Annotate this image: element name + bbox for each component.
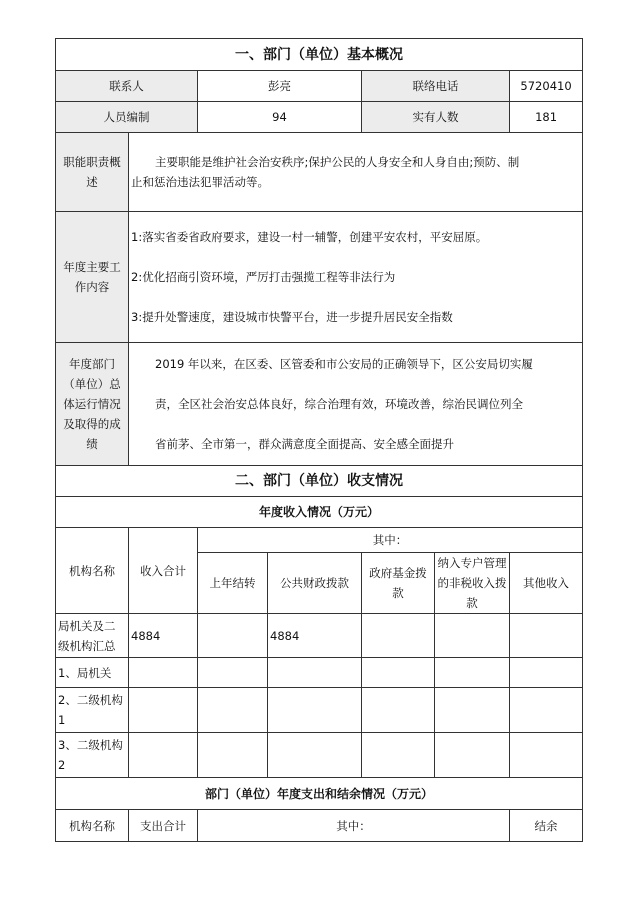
expense-title: 部门（单位）年度支出和结余情况（万元）: [56, 778, 583, 810]
row-total: [129, 658, 198, 688]
row-special: [435, 733, 510, 778]
row-special: [435, 614, 510, 658]
row-total: [129, 733, 198, 778]
col-org: 机构名称: [56, 528, 129, 614]
exp-col-among: 其中：: [198, 810, 510, 842]
col-public-finance: 公共财政拨款: [268, 553, 362, 614]
performance-line: 2019 年以来，在区委、区管委和市公安局的正确领导下，区公安局切实履: [155, 357, 533, 371]
row-public: [268, 688, 362, 733]
table-row: [56, 733, 583, 778]
income-title: 年度收入情况（万元）: [56, 497, 583, 528]
row-public: 4884: [268, 614, 362, 658]
col-special-account: 纳入专户管理的非税收入拨款: [435, 553, 510, 614]
row-special: [435, 688, 510, 733]
row-public: [268, 658, 362, 688]
task-item: 3:提升处警速度，建设城市快警平台，进一步提升居民安全指数: [131, 310, 453, 324]
staff-quota-label: 人员编制: [56, 102, 198, 133]
exp-col-balance: 结余: [510, 810, 583, 842]
col-gov-fund: 政府基金拨款: [362, 553, 435, 614]
duties-text: [129, 133, 583, 212]
staff-quota-value: 94: [198, 102, 362, 133]
section1-title: 一、部门（单位）基本概况: [56, 39, 583, 71]
row-fund: [362, 614, 435, 658]
phone-value: 5720410: [510, 71, 583, 102]
performance-line: 省前茅、全市第一，群众满意度全面提高、安全感全面提升: [155, 437, 454, 451]
col-among: 其中：: [198, 528, 583, 553]
phone-label: 联络电话: [362, 71, 510, 102]
contact-label: 联系人: [56, 71, 198, 102]
tasks-list: [129, 212, 583, 343]
row-fund: [362, 688, 435, 733]
row-name: 1、局机关: [56, 658, 129, 688]
row-other: [510, 733, 583, 778]
performance-line: 责，全区社会治安总体良好，综合治理有效，环境改善，综治民调位列全: [155, 397, 523, 411]
col-total: 收入合计: [129, 528, 198, 614]
table-row: [56, 614, 583, 658]
row-fund: [362, 658, 435, 688]
row-total: 4884: [129, 614, 198, 658]
document-page: [55, 38, 582, 842]
row-other: [510, 658, 583, 688]
row-other: [510, 614, 583, 658]
row-public: [268, 733, 362, 778]
duties-label: 职能职责概述: [56, 133, 129, 212]
row-name: 局机关及二级机构汇总: [56, 614, 129, 658]
contact-value: 彭亮: [198, 71, 362, 102]
actual-staff-label: 实有人数: [362, 102, 510, 133]
performance-label: 年度部门（单位）总体运行情况及取得的成绩: [56, 343, 129, 466]
exp-col-total: 支出合计: [129, 810, 198, 842]
col-prev-year: 上年结转: [198, 553, 268, 614]
actual-staff-value: 181: [510, 102, 583, 133]
row-name: 2、二级机构1: [56, 688, 129, 733]
row-prev: [198, 658, 268, 688]
row-total: [129, 688, 198, 733]
row-prev: [198, 733, 268, 778]
task-item: 2:优化招商引资环境，严厉打击强揽工程等非法行为: [131, 270, 396, 284]
duties-line: 主要职能是维护社会治安秩序;保护公民的人身安全和人身自由;预防、制: [155, 155, 520, 169]
performance-text: [129, 343, 583, 466]
row-other: [510, 688, 583, 733]
overview-table: [55, 38, 583, 842]
table-row: [56, 688, 583, 733]
row-special: [435, 658, 510, 688]
row-prev: [198, 688, 268, 733]
row-name: 3、二级机构2: [56, 733, 129, 778]
col-other: 其他收入: [510, 553, 583, 614]
task-item: 1:落实省委省政府要求，建设一村一辅警，创建平安农村，平安屈原。: [131, 230, 488, 244]
row-prev: [198, 614, 268, 658]
tasks-label: 年度主要工作内容: [56, 212, 129, 343]
row-fund: [362, 733, 435, 778]
section2-title: 二、部门（单位）收支情况: [56, 466, 583, 497]
table-row: [56, 658, 583, 688]
exp-col-org: 机构名称: [56, 810, 129, 842]
duties-line: 止和惩治违法犯罪活动等。: [131, 175, 269, 189]
